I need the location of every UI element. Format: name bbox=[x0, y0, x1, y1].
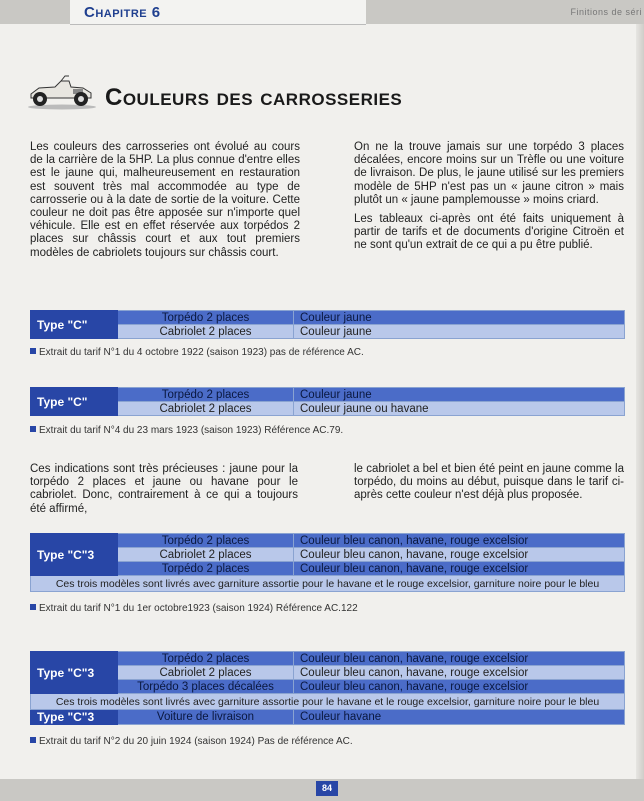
page-title: Couleurs des carrosseries bbox=[105, 84, 403, 111]
caption-bullet-icon bbox=[30, 348, 36, 354]
color-table-3 bbox=[30, 533, 625, 592]
color-cell: Couleur jaune bbox=[294, 388, 625, 402]
table-2-caption bbox=[30, 425, 343, 436]
model-cell: Cabriolet 2 places bbox=[118, 666, 294, 680]
color-cell: Couleur bleu canon, havane, rouge excelsior bbox=[294, 680, 625, 694]
chapter-tab bbox=[70, 0, 366, 25]
chapter-label: Chapitre 6 bbox=[84, 4, 161, 21]
color-table-1 bbox=[30, 310, 625, 339]
caption-text: Extrait du tarif N°2 du 20 juin 1924 (saison 1924) Pas de référence AC. bbox=[39, 736, 353, 747]
table-1-caption bbox=[30, 347, 364, 358]
caption-bullet-icon bbox=[30, 426, 36, 432]
color-cell: Couleur bleu canon, havane, rouge excelsior bbox=[294, 652, 625, 666]
color-cell: Couleur bleu canon, havane, rouge excelsior bbox=[294, 548, 625, 562]
page-number: 84 bbox=[316, 781, 338, 796]
model-cell: Torpédo 2 places bbox=[118, 311, 294, 325]
table-row bbox=[31, 325, 625, 339]
vintage-car-icon bbox=[25, 74, 99, 110]
color-cell: Couleur jaune bbox=[294, 325, 625, 339]
color-table-4 bbox=[30, 651, 625, 725]
table-row bbox=[31, 388, 625, 402]
model-cell: Voiture de livraison bbox=[118, 710, 294, 725]
type-label: Type "C"3 bbox=[31, 652, 118, 694]
table-4-caption bbox=[30, 736, 353, 747]
model-cell: Cabriolet 2 places bbox=[118, 548, 294, 562]
color-cell: Couleur bleu canon, havane, rouge excelsior bbox=[294, 562, 625, 576]
table-3-caption bbox=[30, 603, 358, 614]
intro-right-paragraph-2: Les tableaux ci-après ont été faits uniquement à partir de tarifs et de documents d'origine Citroën et ne sont qu'un extrait de ce qui a pu être publié. bbox=[354, 213, 624, 252]
intro-left-paragraph: Les couleurs des carrosseries ont évolué au cours de la carrière de la 5HP. La plus connue d'entre elles est le jaune qui, malheureusement en restauration est souvent très mal accommodée au type de carrosserie ou à la date de sortie de la voiture. Cette couleur ne doit pas être apposée sur n'importe quel véhicule. Elle est en effet réservée aux torpédos 2 places sur châssis court et aux tout premiers modèles de cabriolets toujours sur châssis court. bbox=[30, 141, 300, 259]
color-cell: Couleur bleu canon, havane, rouge excelsior bbox=[294, 534, 625, 548]
model-cell: Torpédo 2 places bbox=[118, 388, 294, 402]
type-label: Type "C" bbox=[31, 388, 118, 416]
model-cell: Cabriolet 2 places bbox=[118, 325, 294, 339]
table-note-row bbox=[31, 576, 625, 592]
color-cell: Couleur jaune bbox=[294, 311, 625, 325]
table-note-row bbox=[31, 694, 625, 710]
middle-left-paragraph: Ces indications sont très précieuses : jaune pour la torpédo 2 places et jaune ou havane pour le cabriolet. Donc, contrairement à ce qui a toujours été affirmé, bbox=[30, 463, 298, 515]
table-row bbox=[31, 710, 625, 725]
color-cell: Couleur havane bbox=[294, 710, 625, 725]
middle-right-column bbox=[354, 463, 624, 509]
section-running-title: Finitions de séri bbox=[570, 7, 642, 17]
table-note: Ces trois modèles sont livrés avec garniture assortie pour le havane et le rouge excelsior, garniture noire pour le bleu bbox=[31, 576, 625, 592]
color-cell: Couleur bleu canon, havane, rouge excelsior bbox=[294, 666, 625, 680]
intro-right-column bbox=[354, 141, 624, 259]
model-cell: Torpédo 3 places décalées bbox=[118, 680, 294, 694]
table-row bbox=[31, 311, 625, 325]
table-note: Ces trois modèles sont livrés avec garniture assortie pour le havane et le rouge excelsior, garniture noire pour le bleu bbox=[31, 694, 625, 710]
middle-left-column bbox=[30, 463, 298, 522]
middle-right-paragraph: le cabriolet a bel et bien été peint en jaune comme la torpédo, du moins au début, puisque dans le tarif ci-après cette couleur n'est déjà plus proposée. bbox=[354, 463, 624, 502]
caption-text: Extrait du tarif N°4 du 23 mars 1923 (saison 1923) Référence AC.79. bbox=[39, 425, 344, 436]
intro-left-column bbox=[30, 141, 300, 266]
intro-right-paragraph-1: On ne la trouve jamais sur une torpédo 3 places décalées, encore moins sur un Trèfle ou une voiture de livraison. De plus, le jaune utilisé sur les premiers modèle de 5HP n'est pas un « jaune citron » mais plutôt un « jaune pamplemousse » moins criard. bbox=[354, 141, 624, 206]
table-row bbox=[31, 666, 625, 680]
table-row bbox=[31, 562, 625, 576]
table-row bbox=[31, 402, 625, 416]
type-label: Type "C" bbox=[31, 311, 118, 339]
type-label: Type "C"3 bbox=[31, 710, 118, 725]
model-cell: Torpédo 2 places bbox=[118, 534, 294, 548]
page-spine bbox=[636, 24, 644, 779]
type-label: Type "C"3 bbox=[31, 534, 118, 576]
table-row bbox=[31, 652, 625, 666]
caption-text: Extrait du tarif N°1 du 4 octobre 1922 (saison 1923) pas de référence AC. bbox=[39, 347, 364, 358]
caption-bullet-icon bbox=[30, 737, 36, 743]
table-row bbox=[31, 548, 625, 562]
table-row bbox=[31, 680, 625, 694]
caption-text: Extrait du tarif N°1 du 1er octobre1923 (saison 1924) Référence AC.122 bbox=[39, 603, 358, 614]
model-cell: Cabriolet 2 places bbox=[118, 402, 294, 416]
table-row bbox=[31, 534, 625, 548]
model-cell: Torpédo 2 places bbox=[118, 652, 294, 666]
caption-bullet-icon bbox=[30, 604, 36, 610]
color-table-2 bbox=[30, 387, 625, 416]
model-cell: Torpédo 2 places bbox=[118, 562, 294, 576]
color-cell: Couleur jaune ou havane bbox=[294, 402, 625, 416]
